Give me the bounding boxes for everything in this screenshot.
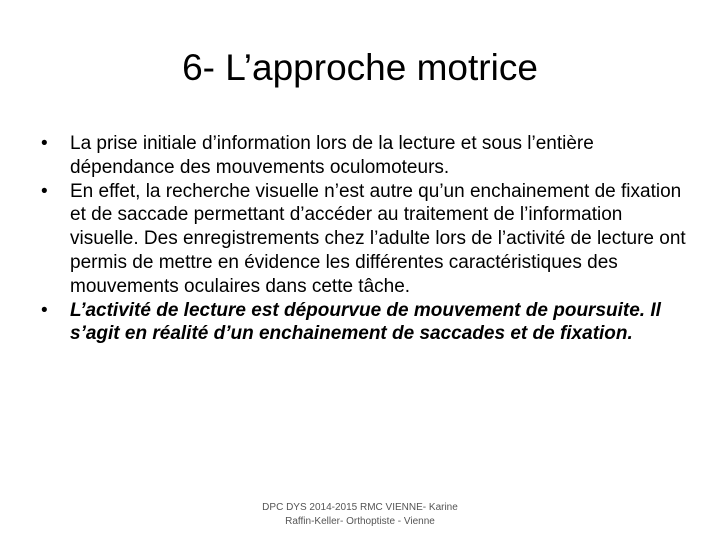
bullet-text: En effet, la recherche visuelle n’est autre qu’un enchainement de fixation et de saccade permettant d’accéder au traitement de l’information visuelle. Des enregistrements chez l’adulte lors de l’activité de lecture ont permis de mettre en évidence les différentes caractéristiques des mouvements oculaires dans cette tâche.	[70, 180, 686, 297]
bullet-item	[36, 299, 686, 347]
footer-line: DPC DYS 2014-2015 RMC VIENNE- Karine	[262, 502, 458, 513]
slide-title: 6- L’approche motrice	[182, 47, 538, 88]
bullet-marker: •	[41, 180, 48, 202]
bullet-marker: •	[41, 133, 48, 154]
bullet-item	[36, 180, 686, 299]
bullet-item	[36, 132, 686, 180]
slide-footer	[200, 501, 520, 529]
bullet-marker: •	[41, 299, 48, 321]
bullet-list	[36, 132, 686, 346]
bullet-text: La prise initiale d’information lors de la lecture et sous l’entière dépendance des mouvements oculomoteurs.	[70, 133, 594, 178]
bullet-text-emphasis: L’activité de lecture est dépourvue de mouvement de poursuite. Il s’agit en réalité d’un enchainement de saccades et de fixation.	[70, 299, 661, 345]
footer-line: Raffin-Keller- Orthoptiste - Vienne	[285, 516, 435, 527]
